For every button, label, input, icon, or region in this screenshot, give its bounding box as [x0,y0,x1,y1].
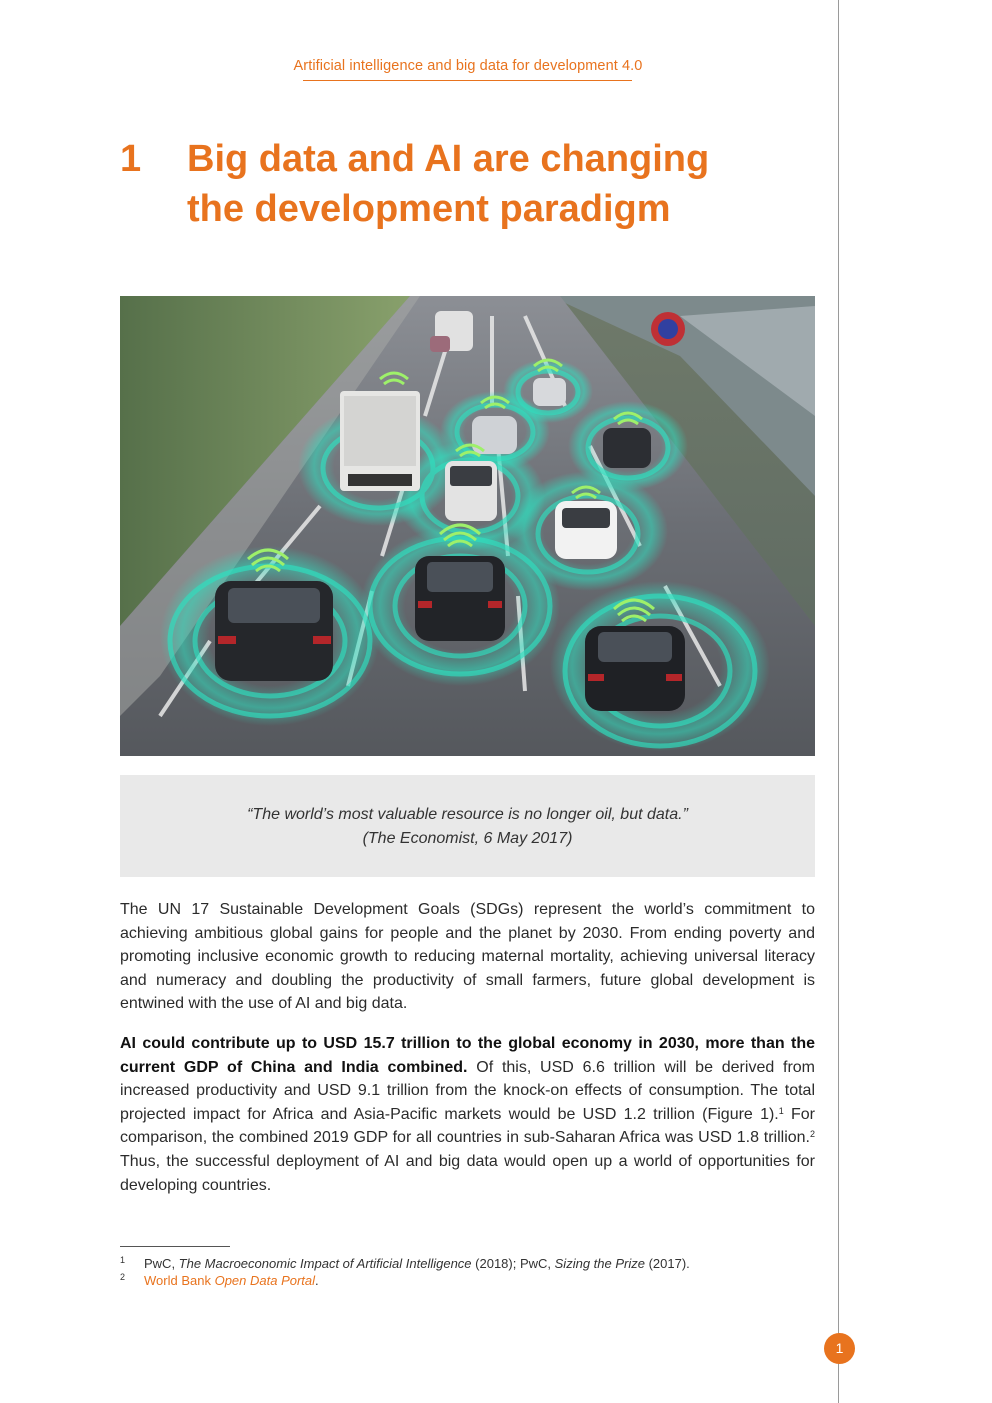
paragraph2-part2: For comparison, the combined 2019 GDP for all countries in sub-Saharan Africa was USD 1.8 trillion. [120,1105,815,1147]
autonomous-traffic-illustration [120,296,815,756]
chapter-title-line1: Big data and AI are changing [187,138,710,180]
footnote-1-text [144,1255,690,1272]
footnote-ref-2[interactable]: 2 [809,1129,815,1140]
footnote-separator [120,1246,230,1247]
footnote-1-source-b: (2018); PwC, [471,1256,555,1271]
footnote-1-year: (2017). [644,1256,690,1271]
body-paragraph-2 [120,1032,815,1197]
footnote-1-source-a: PwC, [144,1256,179,1271]
pull-quote [120,775,815,877]
footnote-1-title-2: Sizing the Prize [554,1256,645,1271]
footnote-2-number: 2 [120,1272,126,1282]
footnote-1-title-1: The Macroeconomic Impact of Artificial Intelligence [178,1256,472,1271]
paragraph2-part3: Thus, the successful deployment of AI and big data would open up a world of opportunities for developing countries. [120,1152,815,1194]
chapter-title-line2: the development paradigm [187,188,671,230]
footnote-2-text [144,1272,319,1289]
open-data-portal-link[interactable]: Open Data Portal [214,1273,316,1288]
body-paragraph-1: The UN 17 Sustainable Development Goals (SDGs) represent the world’s commitment to achieving ambitious global gains for people and the planet by 2030. From ending poverty and promoting inclusive economic growth to reducing maternal mortality, achieving universal literacy and numeracy and doubling the productivity of small farmers, future global development is entwined with the use of AI and big data. [120,901,815,1013]
footnote-ref-1[interactable]: 1 [778,1105,784,1116]
footnote-2-period: . [315,1273,319,1288]
page-number-badge: 1 [824,1333,855,1364]
running-header: Artificial intelligence and big data for development 4.0 [293,58,643,74]
footnote-2-source: World Bank [144,1273,215,1288]
page-margin-rule [838,0,839,1403]
header-underline [303,80,632,81]
chapter-title [187,134,807,234]
quote-text: “The world’s most valuable resource is no longer oil, but data.” [247,806,688,823]
key-finding: AI could contribute up to USD 15.7 trillion to the global economy in 2030, more than the current GDP of China and India combined. [120,1035,815,1076]
chapter-number: 1 [120,138,142,180]
paragraph2-part1: Of this, USD 6.6 trillion will be derived from increased productivity and USD 9.1 trillion from the knock-on effects of consumption. The total projected impact for Africa and Asia-Pacific markets would be USD 1.2 trillion (Figure 1). [120,1058,816,1123]
world-bank-link[interactable] [144,1273,315,1288]
connected-cars-photo [120,296,815,756]
footnote-1-number: 1 [120,1255,126,1265]
quote-source: (The Economist, 6 May 2017) [362,830,573,847]
